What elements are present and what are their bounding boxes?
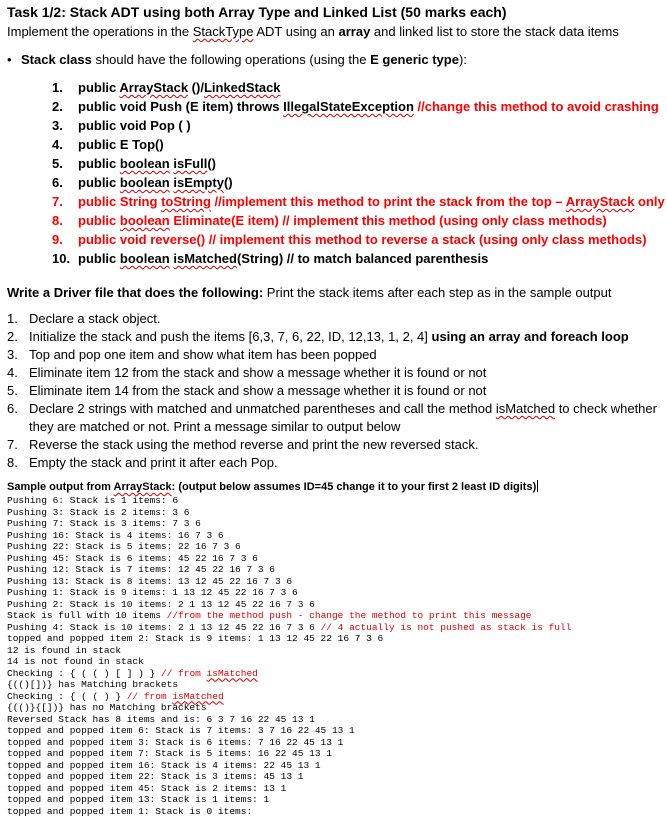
output-line [7, 668, 571, 680]
step-number: 8. [7, 455, 18, 470]
text-segment: public [78, 251, 120, 266]
operation-item [52, 230, 665, 249]
text-segment: public void Push (E item) throws [78, 99, 284, 114]
output-comment: isMatched [206, 667, 258, 679]
output-text: {(()}{[])} has no Matching brackets [7, 702, 207, 713]
output-line [7, 725, 571, 737]
bullet-mid: should have the following operations (using the [91, 52, 371, 67]
output-line [7, 553, 571, 565]
output-comment: //from the method push - change the method to print this message [166, 610, 532, 621]
driver-rest: Print the stack items after each step as in the sample output [263, 285, 612, 300]
output-line [7, 794, 571, 806]
operation-item [52, 173, 665, 192]
text-segment: Eliminate item 12 from the stack and show a message whether it is found or not [29, 365, 487, 380]
operation-number: 3. [52, 118, 63, 133]
output-comment: // 4 actually is not pushed as stack is full [320, 621, 572, 633]
text-segment: (String) // to match balanced parenthesis [236, 251, 489, 266]
step-number: 7. [7, 437, 18, 452]
output-line [7, 622, 571, 634]
text-segment: public void reverse() // implement this method to reverse a stack (using only class methods) [78, 232, 647, 247]
output-line [7, 599, 571, 611]
output-line [7, 771, 571, 783]
text-segment: isEmpty [173, 175, 224, 190]
output-text: topped and popped item 7: Stack is 5 items: 16 22 45 13 1 [7, 748, 332, 759]
output-text: topped and popped item 1: Stack is 0 items: [7, 805, 253, 817]
intro-text-3: and linked list to store the stack data items [370, 24, 619, 39]
output-line [7, 783, 571, 795]
output-comment: isMatched [172, 690, 224, 702]
output-line [7, 530, 571, 542]
operation-item [52, 211, 665, 230]
text-segment: Top and pop one item and show what item has been popped [29, 347, 377, 362]
sample-output-console [7, 495, 571, 817]
output-text: Pushing 3: Stack is 2 items: 3 6 [7, 506, 190, 518]
text-segment: isFull [173, 156, 208, 171]
output-comment: // from [126, 690, 173, 702]
driver-step [7, 436, 657, 454]
operation-number: 4. [52, 137, 63, 152]
text-segment: Initialize the stack and push the items [6,3, 7, 6, 22, ID, 12,13, 1, 2, 4] [29, 329, 432, 344]
driver-step [7, 310, 657, 328]
output-text: Pushing 16: Stack is 4 items: 16 7 3 6 [7, 529, 224, 541]
output-text: topped and popped item 16: Stack is 4 items: 22 45 13 1 [7, 759, 321, 771]
driver-step [7, 364, 657, 382]
operation-item [52, 192, 665, 211]
output-line [7, 633, 571, 645]
task-intro [7, 24, 619, 39]
text-segment: using an array and foreach loop [431, 329, 629, 344]
intro-array-bold: array [338, 24, 371, 39]
output-text: topped and popped item 2: Stack is 9 items: 1 13 12 45 22 16 7 3 6 [7, 633, 384, 644]
text-segment: IllegalStateException [283, 99, 414, 114]
text-segment: //change this method to avoid crashing [413, 99, 659, 114]
text-segment: toString [161, 194, 211, 209]
operation-number: 9. [52, 232, 63, 247]
output-text: Pushing 45: Stack is 6 items: 45 22 16 7 3 6 [7, 552, 258, 564]
output-text: Pushing 13: Stack is 8 items: 13 12 45 22 16 7 3 6 [7, 575, 293, 587]
operation-item [52, 135, 665, 154]
driver-step [7, 328, 657, 346]
intro-stacktype-link: StackType [192, 24, 254, 39]
output-line [7, 645, 571, 657]
operation-item [52, 154, 665, 173]
step-number: 5. [7, 383, 18, 398]
text-segment: ArrayStack [119, 80, 189, 95]
output-line [7, 656, 571, 668]
step-number: 3. [7, 347, 18, 362]
text-segment: LinkedStack [203, 80, 281, 95]
operation-item [52, 249, 665, 268]
output-line [7, 564, 571, 576]
operation-item [52, 116, 665, 135]
output-text: Pushing 4: Stack is 10 items: 2 1 13 12 45 22 16 7 3 6 [7, 621, 321, 633]
text-segment: public E Top() [78, 137, 164, 152]
text-segment: ArrayStack [565, 194, 635, 209]
text-segment: Declare 2 strings with matched and unmatched parentheses and call the method [29, 401, 496, 416]
driver-step [7, 382, 657, 400]
text-segment: //implement this method to print the stack from the top – [210, 194, 566, 209]
driver-step [7, 400, 657, 436]
output-text: topped and popped item 22: Stack is 3 items: 45 13 1 [7, 771, 304, 782]
output-line [7, 495, 571, 507]
operation-number: 6. [52, 175, 63, 190]
output-line [7, 691, 571, 703]
operations-list [52, 78, 665, 268]
output-comment: // from [160, 667, 207, 679]
sample-output-heading [7, 480, 538, 493]
operation-number: 10. [52, 251, 71, 266]
output-line [7, 702, 571, 714]
output-line [7, 714, 571, 726]
text-segment: () [207, 156, 216, 171]
text-segment: () [223, 175, 233, 190]
output-text: topped and popped item 45: Stack is 2 items: 13 1 [7, 782, 287, 794]
output-text: Pushing 7: Stack is 3 items: 7 3 6 [7, 518, 201, 529]
driver-bold: Write a Driver file that does the following: [7, 285, 264, 300]
operation-number: 2. [52, 99, 63, 114]
text-segment: public [78, 213, 120, 228]
intro-text-1: Implement the operations in the [7, 24, 193, 39]
text-segment: Empty the stack and print it after each Pop. [29, 455, 278, 470]
bullet-generic-type: E generic type [370, 52, 459, 67]
operation-number: 8. [52, 213, 63, 228]
text-segment: to check whether they are matched or not. Print a message similar to output below [29, 401, 657, 434]
operation-number: 7. [52, 194, 63, 209]
task-title: Task 1/2: Stack ADT using both Array Type and Linked List (50 marks each) [7, 4, 507, 20]
text-segment: public void Pop ( ) [78, 118, 191, 133]
output-line [7, 748, 571, 760]
intro-text-2: ADT using an [253, 24, 339, 39]
output-line [7, 576, 571, 588]
output-line [7, 610, 571, 622]
output-text: Pushing 22: Stack is 5 items: 22 16 7 3 6 [7, 541, 241, 552]
step-number: 2. [7, 329, 18, 344]
output-text: Checking : { ( ( ) } [7, 690, 127, 702]
output-line [7, 507, 571, 519]
output-text: Pushing 6: Stack is 1 items: 6 [7, 495, 179, 506]
output-text: Pushing 12: Stack is 7 items: 12 45 22 16 7 3 6 [7, 564, 275, 575]
driver-step [7, 454, 657, 472]
text-segment: Eliminate(E item) // implement this method (using only class methods) [169, 213, 607, 228]
text-segment: Reverse the stack using the method reverse and print the new reversed stack. [29, 437, 479, 452]
output-text: topped and popped item 6: Stack is 7 items: 3 7 16 22 45 13 1 [7, 725, 355, 736]
output-line [7, 806, 571, 818]
operation-number: 5. [52, 156, 63, 171]
output-text: Reversed Stack has 8 items and is: 6 3 7 16 22 45 13 1 [7, 713, 315, 725]
output-line [7, 760, 571, 772]
bullet-end: ): [458, 52, 467, 67]
text-segment: public [78, 175, 120, 190]
sample-arraystack-link: ArrayStack [113, 481, 172, 493]
sample-suffix: : (output below assumes ID=45 change it to your first 2 least ID digits) [171, 481, 537, 493]
output-line [7, 541, 571, 553]
sample-prefix: Sample output from [7, 481, 114, 493]
output-text: {(()[])} has Matching brackets [7, 679, 179, 690]
output-text: topped and popped item 3: Stack is 6 items: 7 16 22 45 13 1 [7, 736, 344, 748]
driver-step [7, 346, 657, 364]
output-text: 12 is found in stack [7, 644, 122, 656]
text-segment: Declare a stack object. [29, 311, 161, 326]
operation-number: 1. [52, 80, 63, 95]
step-number: 1. [7, 311, 18, 326]
text-segment: isMatched [173, 251, 237, 266]
stack-class-bullet [7, 52, 467, 67]
text-segment: boolean [119, 251, 170, 266]
output-line [7, 679, 571, 691]
driver-steps-list [7, 310, 657, 472]
output-text: topped and popped item 13: Stack is 1 items: 1 [7, 794, 270, 805]
output-line [7, 587, 571, 599]
text-segment: isMatched [495, 401, 556, 416]
driver-heading [7, 285, 611, 300]
text-segment: ()/ [188, 80, 204, 95]
step-number: 6. [7, 401, 18, 416]
text-segment: public [78, 156, 120, 171]
text-segment: only [634, 194, 665, 209]
bullet-stack-class: Stack class [21, 52, 92, 67]
step-number: 4. [7, 365, 18, 380]
output-text: 14 is not found in stack [7, 656, 144, 667]
text-segment: Eliminate item 14 from the stack and show a message whether it is found or not [29, 383, 487, 398]
text-segment: public [78, 80, 120, 95]
output-text: Checking : { ( ( ) [ ] ) } [7, 667, 161, 679]
operation-item [52, 78, 665, 97]
text-segment: boolean [119, 156, 170, 171]
text-segment: boolean [119, 213, 170, 228]
output-text: Stack is full with 10 items [7, 610, 167, 621]
output-line [7, 518, 571, 530]
text-segment: boolean [119, 175, 170, 190]
output-line [7, 737, 571, 749]
output-text: Pushing 1: Stack is 9 items: 1 13 12 45 22 16 7 3 6 [7, 587, 298, 598]
operation-item [52, 97, 665, 116]
text-cursor [537, 480, 538, 492]
output-text: Pushing 2: Stack is 10 items: 2 1 13 12 45 22 16 7 3 6 [7, 598, 315, 610]
text-segment: public String [78, 194, 162, 209]
bullet-dot-icon: • [7, 52, 12, 67]
